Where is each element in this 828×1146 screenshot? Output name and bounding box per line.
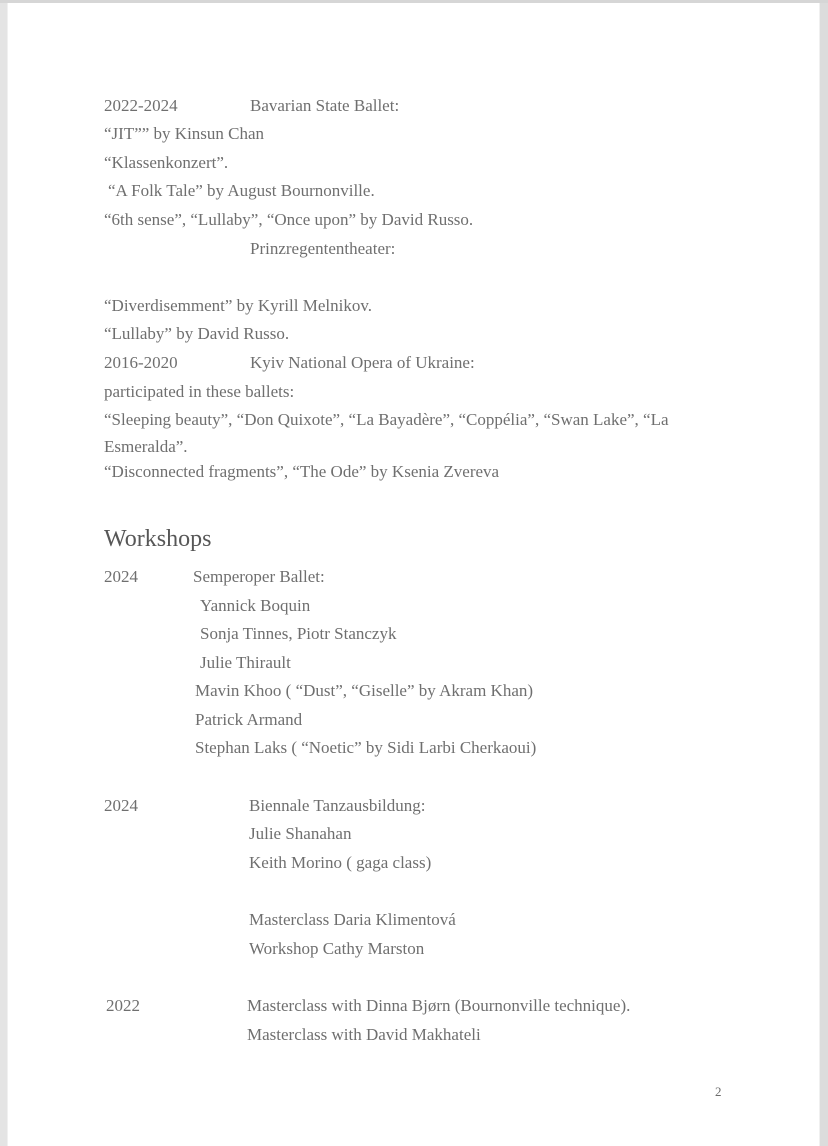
line-text: Julie Thirault bbox=[200, 653, 291, 672]
text-line bbox=[0, 566, 828, 588]
line-text: participated in these ballets: bbox=[104, 382, 295, 401]
text-line bbox=[0, 595, 828, 617]
line-text: Esmeralda”. bbox=[104, 437, 188, 456]
line-text: “6th sense”, “Lullaby”, “Once upon” by David Russo. bbox=[104, 210, 474, 229]
text-line bbox=[0, 852, 828, 874]
text-line bbox=[0, 461, 828, 483]
line-text: Masterclass with David Makhateli bbox=[247, 1025, 481, 1044]
text-line bbox=[0, 123, 828, 145]
text-line bbox=[0, 352, 828, 374]
text-line bbox=[0, 652, 828, 674]
text-line bbox=[0, 995, 828, 1017]
page-number: 2 bbox=[715, 1084, 722, 1099]
text-line bbox=[0, 95, 828, 117]
year-label: 2024 bbox=[104, 567, 138, 586]
line-text: “Diverdisemment” by Kyrill Melnikov. bbox=[104, 296, 373, 315]
year-label: 2024 bbox=[104, 796, 138, 815]
line-text: Patrick Armand bbox=[195, 710, 303, 729]
line-text: Biennale Tanzausbildung: bbox=[249, 796, 426, 815]
page-edge-top bbox=[0, 0, 828, 3]
text-line bbox=[0, 709, 828, 731]
line-text: Mavin Khoo ( “Dust”, “Giselle” by Akram Khan) bbox=[195, 681, 534, 700]
line-text: “Disconnected fragments”, “The Ode” by Ksenia Zvereva bbox=[104, 462, 500, 481]
workshops-heading: Workshops bbox=[104, 526, 212, 552]
text-line bbox=[0, 381, 828, 403]
line-text: Sonja Tinnes, Piotr Stanczyk bbox=[200, 624, 397, 643]
line-text: “A Folk Tale” by August Bournonville. bbox=[108, 181, 375, 200]
line-text: Kyiv National Opera of Ukraine: bbox=[250, 353, 475, 372]
year-label: 2022 bbox=[106, 996, 140, 1015]
text-line bbox=[0, 209, 828, 231]
text-line bbox=[0, 680, 828, 702]
text-line bbox=[0, 823, 828, 845]
line-text: Bavarian State Ballet: bbox=[250, 96, 400, 115]
text-line bbox=[0, 323, 828, 345]
text-line bbox=[0, 737, 828, 759]
year-label: 2022-2024 bbox=[104, 96, 178, 115]
text-line bbox=[0, 795, 828, 817]
text-line bbox=[0, 409, 828, 431]
text-line bbox=[0, 295, 828, 317]
line-text: Stephan Laks ( “Noetic” by Sidi Larbi Cherkaoui) bbox=[195, 738, 537, 757]
text-line bbox=[0, 909, 828, 931]
line-text: Prinzregententheater: bbox=[250, 239, 396, 258]
line-text: “Klassenkonzert”. bbox=[104, 153, 229, 172]
text-line bbox=[0, 152, 828, 174]
text-line bbox=[0, 938, 828, 960]
line-text: Keith Morino ( gaga class) bbox=[249, 853, 432, 872]
line-text: “Sleeping beauty”, “Don Quixote”, “La Bayadère”, “Coppélia”, “Swan Lake”, “La bbox=[104, 410, 669, 429]
line-text: “JIT”” by Kinsun Chan bbox=[104, 124, 265, 143]
line-text: Semperoper Ballet: bbox=[193, 567, 325, 586]
year-label: 2016-2020 bbox=[104, 353, 178, 372]
text-line bbox=[0, 238, 828, 260]
line-text: Masterclass Daria Klimentová bbox=[249, 910, 456, 929]
line-text: Masterclass with Dinna Bjørn (Bournonville technique). bbox=[247, 996, 631, 1015]
line-text: Yannick Boquin bbox=[200, 596, 311, 615]
text-line bbox=[0, 1024, 828, 1046]
text-line bbox=[0, 436, 828, 458]
line-text: Julie Shanahan bbox=[249, 824, 352, 843]
line-text: Workshop Cathy Marston bbox=[249, 939, 425, 958]
text-line bbox=[0, 623, 828, 645]
line-text: “Lullaby” by David Russo. bbox=[104, 324, 290, 343]
text-line bbox=[0, 180, 828, 202]
